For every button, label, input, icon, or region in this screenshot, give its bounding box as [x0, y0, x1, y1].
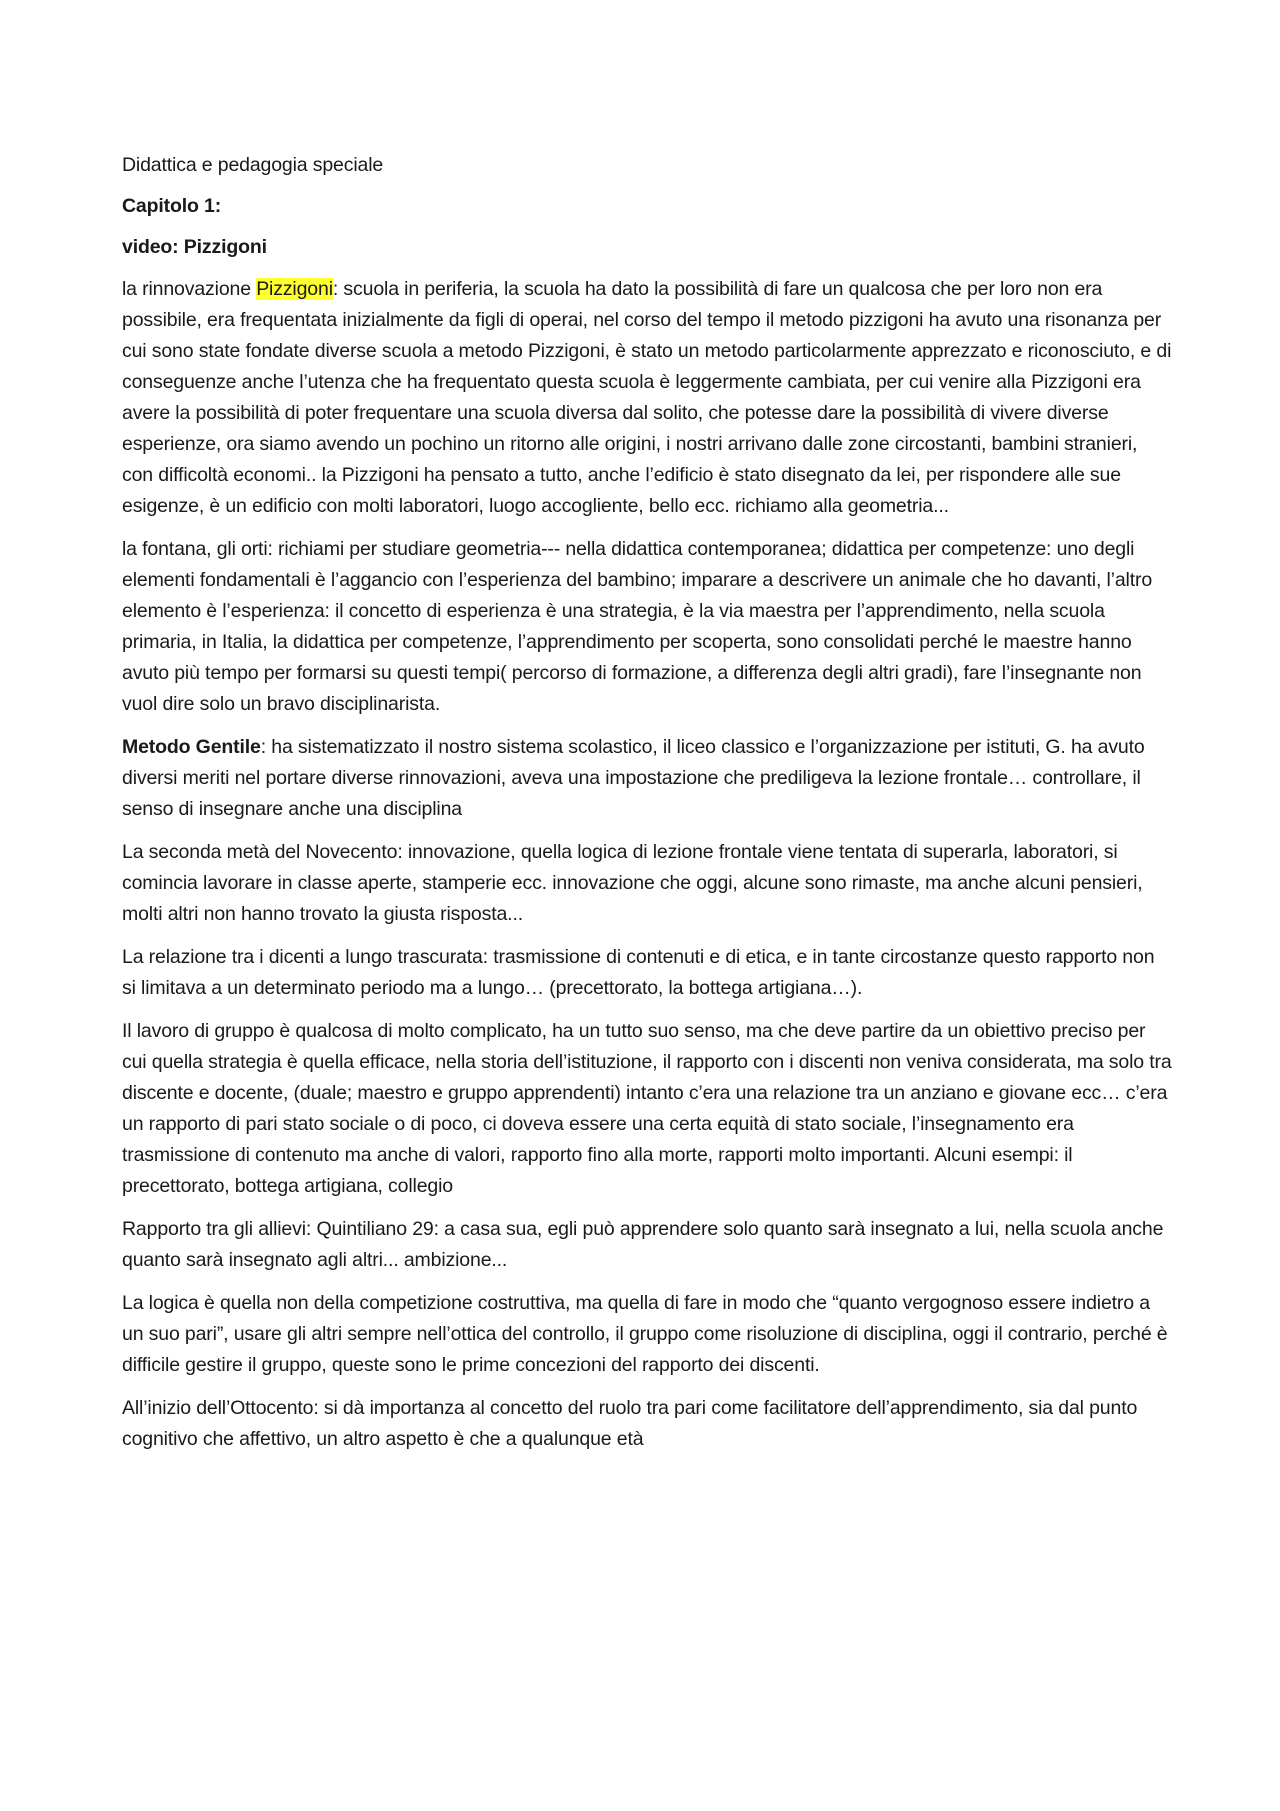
paragraph-lead: la rinnovazione [122, 278, 257, 300]
paragraph-relazione: La relazione tra i dicenti a lungo trascurata: trasmissione di contenuti e di etica, e in tante circostanze questo rapporto non si limitava a un determinato periodo ma a lungo… (precettorato, la bottega artigiana…). [122, 946, 1155, 999]
bold-term: Metodo Gentile [122, 736, 261, 758]
paragraph-text: : ha sistematizzato il nostro sistema scolastico, il liceo classico e l’organizzazione per istituti, G. ha avuto diversi meriti nel portare diverse rinnovazioni, aveva una impostazione che prediligeva la lezione frontale… controllare, il senso di insegnare anche una disciplina [122, 736, 1145, 820]
paragraph-pizzigoni [122, 274, 1172, 522]
document-page [122, 150, 1172, 1467]
document-title: Didattica e pedagogia speciale [122, 154, 384, 176]
paragraph-fontana: la fontana, gli orti: richiami per studiare geometria--- nella didattica contemporanea; didattica per competenze: uno degli elementi fondamentali è l’aggancio con l’esperienza del bambino; imparare a descrivere un animale che ho davanti, l’altro elemento è l’esperienza: il concetto di esperienza è una strategia, è la via maestra per l’apprendimento, nella scuola primaria, in Italia, la didattica per competenze, l’apprendimento per scoperta, sono consolidati perché le maestre hanno avuto più tempo per formarsi su questi tempi( percorso di formazione, a differenza degli altri gradi), fare l’insegnante non vuol dire solo un bravo disciplinarista. [122, 538, 1153, 715]
paragraph-logica: La logica è quella non della competizione costruttiva, ma quella di fare in modo che “quanto vergognoso essere indietro a un suo pari”, usare gli altri sempre nell’ottica del controllo, il gruppo come risoluzione di disciplina, oggi il contrario, perché è difficile gestire il gruppo, queste sono le prime concezioni del rapporto dei discenti. [122, 1292, 1168, 1376]
paragraph-novecento: La seconda metà del Novecento: innovazione, quella logica di lezione frontale viene tentata di superarla, laboratori, si comincia lavorare in classe aperte, stamperie ecc. innovazione che oggi, alcune sono rimaste, ma anche alcuni pensieri, molti altri non hanno trovato la giusta risposta... [122, 841, 1143, 925]
chapter-heading: Capitolo 1: [122, 195, 222, 217]
section-subheading: video: Pizzigoni [122, 236, 267, 258]
paragraph-rapporto-allievi: Rapporto tra gli allievi: Quintiliano 29: a casa sua, egli può apprendere solo quanto sarà insegnato a lui, nella scuola anche quanto sarà insegnato agli altri... ambizione... [122, 1218, 1164, 1271]
paragraph-ottocento: All’inizio dell’Ottocento: si dà importanza al concetto del ruolo tra pari come facilitatore dell’apprendimento, sia dal punto cognitivo che affettivo, un altro aspetto è che a qualunque età [122, 1397, 1138, 1450]
paragraph-text: : scuola in periferia, la scuola ha dato la possibilità di fare un qualcosa che per loro non era possibile, era frequentata inizialmente da figli di operai, nel corso del tempo il metodo pizzigoni ha avuto una risonanza per cui sono state fondate diverse scuola a metodo Pizzigoni, è stato un metodo particolarmente apprezzato e riconosciuto, e di conseguenze anche l’utenza che ha frequentato questa scuola è leggermente cambiata, per cui venire alla Pizzigoni era avere la possibilità di poter frequentare una scuola diversa dal solito, che potesse dare la possibilità di vivere diverse esperienze, ora siamo avendo un pochino un ritorno alle origini, i nostri arrivano dalle zone circostanti, bambini stranieri, con difficoltà economi.. la Pizzigoni ha pensato a tutto, anche l’edificio è stato disegnato da lei, per rispondere alle sue esigenze, è un edificio con molti laboratori, luogo accogliente, bello ecc. richiamo alla geometria... [122, 278, 1172, 517]
highlighted-term: Pizzigoni [256, 278, 333, 300]
paragraph-lavoro-gruppo: Il lavoro di gruppo è qualcosa di molto complicato, ha un tutto suo senso, ma che deve partire da un obiettivo preciso per cui quella strategia è quella efficace, nella storia dell’istituzione, il rapporto con i discenti non veniva considerata, ma solo tra discente e docente, (duale; maestro e gruppo apprendenti) intanto c’era una relazione tra un anziano e giovane ecc… c’era un rapporto di pari stato sociale o di poco, ci doveva essere una certa equità di stato sociale, l’insegnamento era trasmissione di contenuto ma anche di valori, rapporto fino alla morte, rapporti molto importanti. Alcuni esempi: il precettorato, bottega artigiana, collegio [122, 1020, 1172, 1197]
paragraph-metodo-gentile [122, 732, 1172, 825]
